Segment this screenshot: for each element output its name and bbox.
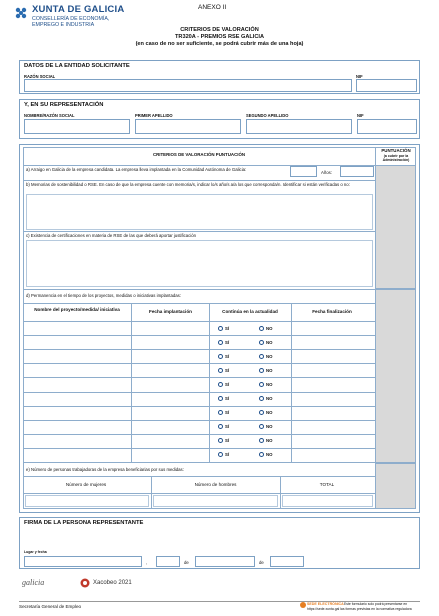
- representative-section: [19, 99, 420, 139]
- xacobeo-logo: Xacobeo 2021: [93, 580, 132, 586]
- yes-radio-label: SÍ: [225, 339, 230, 345]
- yes-radio-label: SÍ: [225, 353, 230, 359]
- e-col-men: Número de hombres: [194, 482, 237, 487]
- no-radio-label: NO: [266, 452, 273, 458]
- surname1-label: PRIMER APELLIDO: [135, 113, 173, 118]
- no-radio-label: NO: [266, 410, 273, 416]
- no-radio-label: NO: [266, 438, 273, 444]
- de-label-2: de: [259, 560, 264, 565]
- no-radio[interactable]: [259, 326, 264, 331]
- applicant-section: [19, 60, 420, 94]
- annex-label: ANEXO II: [198, 4, 227, 11]
- e-col-total: TOTAL: [319, 482, 335, 487]
- rep-nif-label: NIF: [357, 113, 364, 118]
- women-input[interactable]: [25, 495, 149, 507]
- signature-section: [19, 517, 420, 569]
- nif-label: NIF: [356, 74, 363, 79]
- day-input[interactable]: [156, 556, 180, 567]
- no-radio-label: NO: [266, 325, 273, 331]
- no-radio[interactable]: [259, 368, 264, 373]
- name-input[interactable]: [24, 119, 130, 134]
- yes-radio[interactable]: [218, 368, 223, 373]
- d-col-end-date: Fecha finalización: [312, 309, 352, 314]
- place-input[interactable]: [24, 556, 142, 567]
- total-input[interactable]: [282, 495, 373, 507]
- surname1-input[interactable]: [135, 119, 241, 134]
- criterion-b-input[interactable]: [26, 194, 373, 230]
- no-radio[interactable]: [259, 340, 264, 345]
- score-header: PUNTUACIÓN: [381, 148, 411, 153]
- yes-radio-label: SÍ: [225, 410, 230, 416]
- name-label: NOMBRE/RAZÓN SOCIAL: [24, 113, 75, 118]
- nif-input[interactable]: [356, 79, 417, 92]
- yes-radio[interactable]: [218, 340, 223, 345]
- criterion-a-input[interactable]: [290, 166, 317, 177]
- form-title-line3: (en caso de no ser suficiente, se podrá cubrir más de una hoja): [135, 41, 304, 47]
- org-department: CONSELLERÍA DE ECONOMÍA, EMPREGO E INDUSTRIA: [32, 16, 110, 29]
- score-cell-d: [375, 289, 416, 463]
- yes-radio[interactable]: [218, 354, 223, 359]
- yes-radio-label: SÍ: [225, 438, 230, 444]
- xacobeo-icon: [80, 578, 90, 588]
- sede-icon: [300, 602, 306, 608]
- razon-social-label: RAZÓN SOCIAL: [24, 74, 56, 79]
- razon-social-input[interactable]: [24, 79, 352, 92]
- no-radio[interactable]: [259, 382, 264, 387]
- section-title: Y, EN SU REPRESENTACIÓN: [24, 102, 104, 108]
- org-name: XUNTA DE GALICIA: [32, 4, 125, 15]
- comma-sep: ,: [146, 560, 148, 565]
- place-date-label: Lugar y fecha: [24, 550, 47, 554]
- criterion-c-text: c) Existencia de certificaciones en materia de RSE de las que deberá aportar justificación: [26, 233, 197, 238]
- sede-text-1: Este formulario solo podrá presentarse en: [344, 602, 408, 606]
- yes-radio-label: SÍ: [225, 424, 230, 430]
- yes-radio-label: SÍ: [225, 325, 230, 331]
- d-col-start-date: Fecha implantación: [149, 309, 192, 314]
- no-radio-label: NO: [266, 367, 273, 373]
- criterion-c-input[interactable]: [26, 240, 373, 287]
- form-title-line2: TR320A - PREMIOS RSE GALICIA: [175, 34, 264, 40]
- department-footer: Secretaría General de Empleo: [19, 604, 82, 609]
- criterion-d-text: d) Permanencia en el tiempo de los proyectos, medidas o iniciativas implantadas:: [26, 293, 182, 298]
- de-label-1: de: [184, 560, 189, 565]
- criteria-header: CRITERIOS DE VALORACIÓN PUNTUACIÓN: [152, 152, 246, 157]
- yes-radio-label: SÍ: [225, 396, 230, 402]
- no-radio-label: NO: [266, 339, 273, 345]
- no-radio[interactable]: [259, 354, 264, 359]
- score-cell-e: [375, 463, 416, 509]
- men-input[interactable]: [153, 495, 278, 507]
- yes-radio-label: SÍ: [225, 381, 230, 387]
- yes-radio[interactable]: [218, 326, 223, 331]
- galicia-logo: galicia: [22, 578, 45, 587]
- yes-radio-label: SÍ: [225, 452, 230, 458]
- no-radio-label: NO: [266, 381, 273, 387]
- form-title-line1: CRITERIOS DE VALORACIÓN: [180, 27, 259, 33]
- section-title: FIRMA DE LA PERSONA REPRESENTANTE: [24, 520, 144, 526]
- no-radio-label: NO: [266, 353, 273, 359]
- d-col-project: Nombre del proyecto/medida/ iniciativa: [34, 307, 120, 312]
- rep-nif-input[interactable]: [357, 119, 417, 134]
- surname2-label: SEGUNDO APELLIDO: [246, 113, 289, 118]
- score-subheader: (a cubrir por la Administración): [382, 154, 410, 162]
- criterion-a-text: a) Arraigo en Galicia de la empresa candidata. La empresa lleva implantada en la Comunidad Autónoma de Galicia:: [26, 167, 247, 172]
- section-title: DATOS DE LA ENTIDAD SOLICITANTE: [24, 63, 130, 69]
- yes-radio[interactable]: [218, 382, 223, 387]
- score-cell-abc: [375, 165, 416, 289]
- d-col-continues: Continúa en la actualidad: [222, 309, 278, 314]
- years-label: Años:: [321, 170, 332, 175]
- e-col-women: Número de mujeres: [65, 482, 107, 487]
- criterion-e-text: e) Número de personas trabajadoras de la empresa beneficiarias por sus medidas:: [26, 467, 184, 472]
- no-radio-label: NO: [266, 424, 273, 430]
- month-input[interactable]: [195, 556, 255, 567]
- no-radio-label: NO: [266, 396, 273, 402]
- yes-radio-label: SÍ: [225, 367, 230, 373]
- sede-label: SEDE ELECTRÓNICA: [307, 602, 344, 606]
- sede-text-2: https://sede.xunta.gal las formas previstas en la normativa reguladora: [307, 607, 412, 611]
- year-input[interactable]: [270, 556, 304, 567]
- surname2-input[interactable]: [246, 119, 352, 134]
- years-input[interactable]: [340, 166, 374, 177]
- xunta-shield-icon: [14, 6, 28, 20]
- criterion-b-text: b) Memorias de sostenibilidad o RSE. En caso de que la empresa cuente con memoria/s, indicar lo/s año/s a/a los que corresponda/n. Identificar si están verificadas o no:: [26, 182, 350, 187]
